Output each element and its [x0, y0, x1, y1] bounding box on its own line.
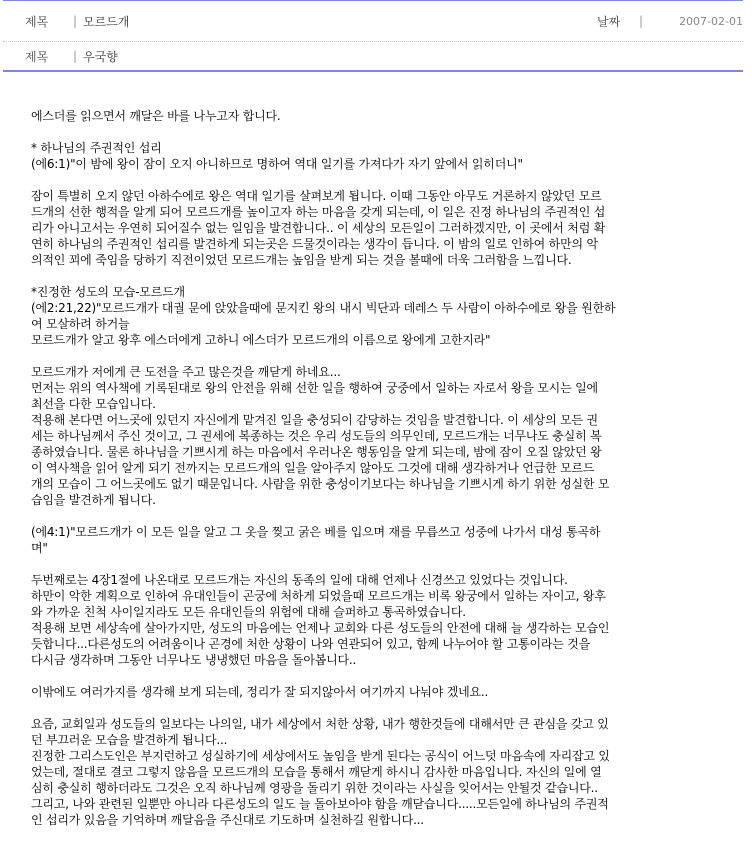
- post-title: 모르드개: [83, 14, 130, 29]
- meta-row-title: [3, 1, 743, 42]
- date-separator: |: [639, 14, 644, 28]
- post-body: [31, 108, 731, 828]
- body-line: [31, 268, 731, 284]
- body-line: 먼저는 위의 역사책에 기록된대로 왕의 안전을 위해 선한 일을 행하여 궁중에서 일하는 자로서 왕을 모시는 일에: [31, 381, 598, 395]
- title-label: 제목: [25, 14, 49, 29]
- body-line: (에4:1)"모르드개가 이 모든 일을 알고 그 옷을 찢고 굵은 베를 입으며 재를 무릅쓰고 성중에 나가서 대성 통곡하: [31, 525, 601, 539]
- body-line: 두번째로는 4장1절에 나온대로 모르드개는 자신의 동족의 일에 대해 언제나 신경쓰고 있었다는 것입니다.: [31, 573, 568, 587]
- body-line: 이밖에도 여러가지를 생각해 보게 되는데, 정리가 잘 되지않아서 여기까지 나눠야 겠네요..: [31, 685, 489, 699]
- body-line: 듯합니다...다른성도의 어려움이나 곤경에 처한 상황이 나와 연관되어 있고, 함께 나누어야 할 고통이라는 것을: [31, 637, 591, 651]
- meta-row-author: [3, 42, 743, 72]
- body-line: [31, 668, 731, 684]
- body-line: 다시금 생각하며 그동안 너무나도 냉냉했던 마음을 돌아봅니다..: [31, 653, 357, 667]
- body-line: 여 모살하려 하거늘: [31, 317, 130, 331]
- body-line: [31, 172, 731, 188]
- author-separator: |: [73, 49, 78, 63]
- body-line: 진정한 그리스도인은 부지런하고 성실하기에 세상에서도 높임을 받게 된다는 공식이 어느덧 마음속에 자리잡고 있: [31, 749, 610, 763]
- body-line: [31, 124, 731, 140]
- body-line: 하만이 악한 계획으로 인하여 유대인들이 곤궁에 처하게 되었을때 모르드개는 비록 왕궁에서 일하는 자이고, 왕후: [31, 589, 606, 603]
- body-line: 인 섭리가 있음을 기억하며 깨달음을 주신대로 기도하며 실천하길 원합니다...: [31, 813, 424, 827]
- body-line: 던 부끄러운 모습을 발견하게 됩니다...: [31, 733, 228, 747]
- body-line: 세는 하나님께서 주신 것이고, 그 권세에 복종하는 것은 우리 성도들의 의무인데, 모르드개는 너무나도 충실히 복: [31, 429, 602, 443]
- body-line: *진정한 성도의 모습-모르드개: [31, 285, 185, 299]
- post-author: 우국향: [83, 49, 118, 64]
- body-line: 리가 아니고서는 우연히 되어질수 없는 일임을 발견합니다.. 이 세상의 모든일이 그러하겠지만, 이 곳에서 처럼 확: [31, 221, 606, 235]
- body-line: 최선을 다한 모습입니다.: [31, 397, 156, 411]
- body-line: 적용해 본다면 어느곳에 있던지 자신에게 맡겨진 일을 충성되이 감당하는 것임을 발견합니다. 이 세상의 모든 권: [31, 413, 598, 427]
- body-line: [31, 348, 731, 364]
- body-line: 모르드개가 저에게 큰 도전을 주고 많은것을 깨닫게 하네요...: [31, 365, 341, 379]
- body-line: * 하나님의 주권적인 섭리: [31, 141, 162, 155]
- body-line: 적용해 보면 세상속에 살아가지만, 성도의 마음에는 언제나 교회와 다른 성도들의 안전에 대해 늘 생각하는 모습인: [31, 621, 610, 635]
- body-line: 잠이 특별히 오지 않던 아하수에로 왕은 역대 일기를 살펴보게 됩니다. 이때 그동안 아무도 거론하지 않았던 모르: [31, 189, 602, 203]
- body-line: 개의 모습이 그 어느곳에도 없기 때문입니다. 사람을 위한 충성이기보다는 하나님을 기쁘시게 하기 위한 성실한 모: [31, 477, 610, 491]
- body-line: 에스더를 읽으면서 깨달은 바를 나누고자 합니다.: [31, 109, 281, 123]
- author-label: 제목: [25, 49, 49, 64]
- post-meta-table: [3, 0, 743, 72]
- body-line: 연히 하나님의 주권적인 섭리를 발견하게 되는곳은 드물것이라는 생각이 듭니다. 이 밤의 일로 인하여 하만의 악: [31, 237, 598, 251]
- date-label: 날짜: [597, 14, 621, 29]
- body-line: [31, 508, 731, 524]
- body-line: 와 가까운 친척 사이일지라도 모든 유대인들의 위험에 대해 슬퍼하고 통곡하였습니다.: [31, 605, 466, 619]
- body-line: 모르드개가 알고 왕후 에스더에게 고하니 에스더가 모르드개의 이름으로 왕에게 고한지라": [31, 333, 491, 347]
- body-line: 이 역사책을 읽어 알게 되기 전까지는 모르드개의 일을 알아주지 않아도 그것에 대해 생각하거나 언급한 모르드: [31, 461, 595, 475]
- body-line: 심히 충실히 행하더라도 그것은 오직 하나님께 영광을 돌리기 위한 것이라는 사실을 잊어서는 안될것 같습니다..: [31, 781, 598, 795]
- body-line: 며": [31, 541, 48, 555]
- body-line: 었는데, 절대로 결코 그렇지 않음을 모르드개의 모습을 통해서 깨닫게 하시니 감사한 마음입니다. 자신의 일에 열: [31, 765, 602, 779]
- body-line: 의적인 꾀에 죽임을 당하기 직전이었던 모르드개는 높임을 받게 되는 것을 볼때에 더욱 그러함을 느낍니다.: [31, 253, 572, 267]
- body-line: 그리고, 나와 관련된 일뿐만 아니라 다른성도의 일도 늘 돌아보아야 함을 깨닫습니다.....모든일에 하나님의 주권적: [31, 797, 609, 811]
- body-line: [31, 700, 731, 716]
- post-date: 2007-02-01: [679, 14, 743, 28]
- body-line: 요즘, 교회일과 성도들의 일보다는 나의일, 내가 세상에서 처한 상황, 내가 행한것들에 대해서만 큰 관심을 갖고 있: [31, 717, 609, 731]
- body-line: 습임을 발견하게 됩니다.: [31, 493, 156, 507]
- title-separator: |: [73, 14, 78, 28]
- body-line: (에6:1)"이 밤에 왕이 잠이 오지 아니하므로 명하여 역대 일기를 가져다가 자기 앞에서 읽히더니": [31, 157, 523, 171]
- body-line: [31, 556, 731, 572]
- body-line: (에2:21,22)"모르드개가 대궐 문에 앉았을때에 문지킨 왕의 내시 빅단과 데레스 두 사람이 아하수에로 왕을 원한하: [31, 301, 616, 315]
- body-line: 드개의 선한 행적을 알게 되어 모르드개를 높이고자 하는 마음을 갖게 되는데, 이 일은 진정 하나님의 주권적인 섭: [31, 205, 606, 219]
- body-line: 종하였습니다. 물론 하나님을 기쁘시게 하는 마음에서 우러나온 행동임을 알게 되는데, 밤에 잠이 오질 않았던 왕: [31, 445, 602, 459]
